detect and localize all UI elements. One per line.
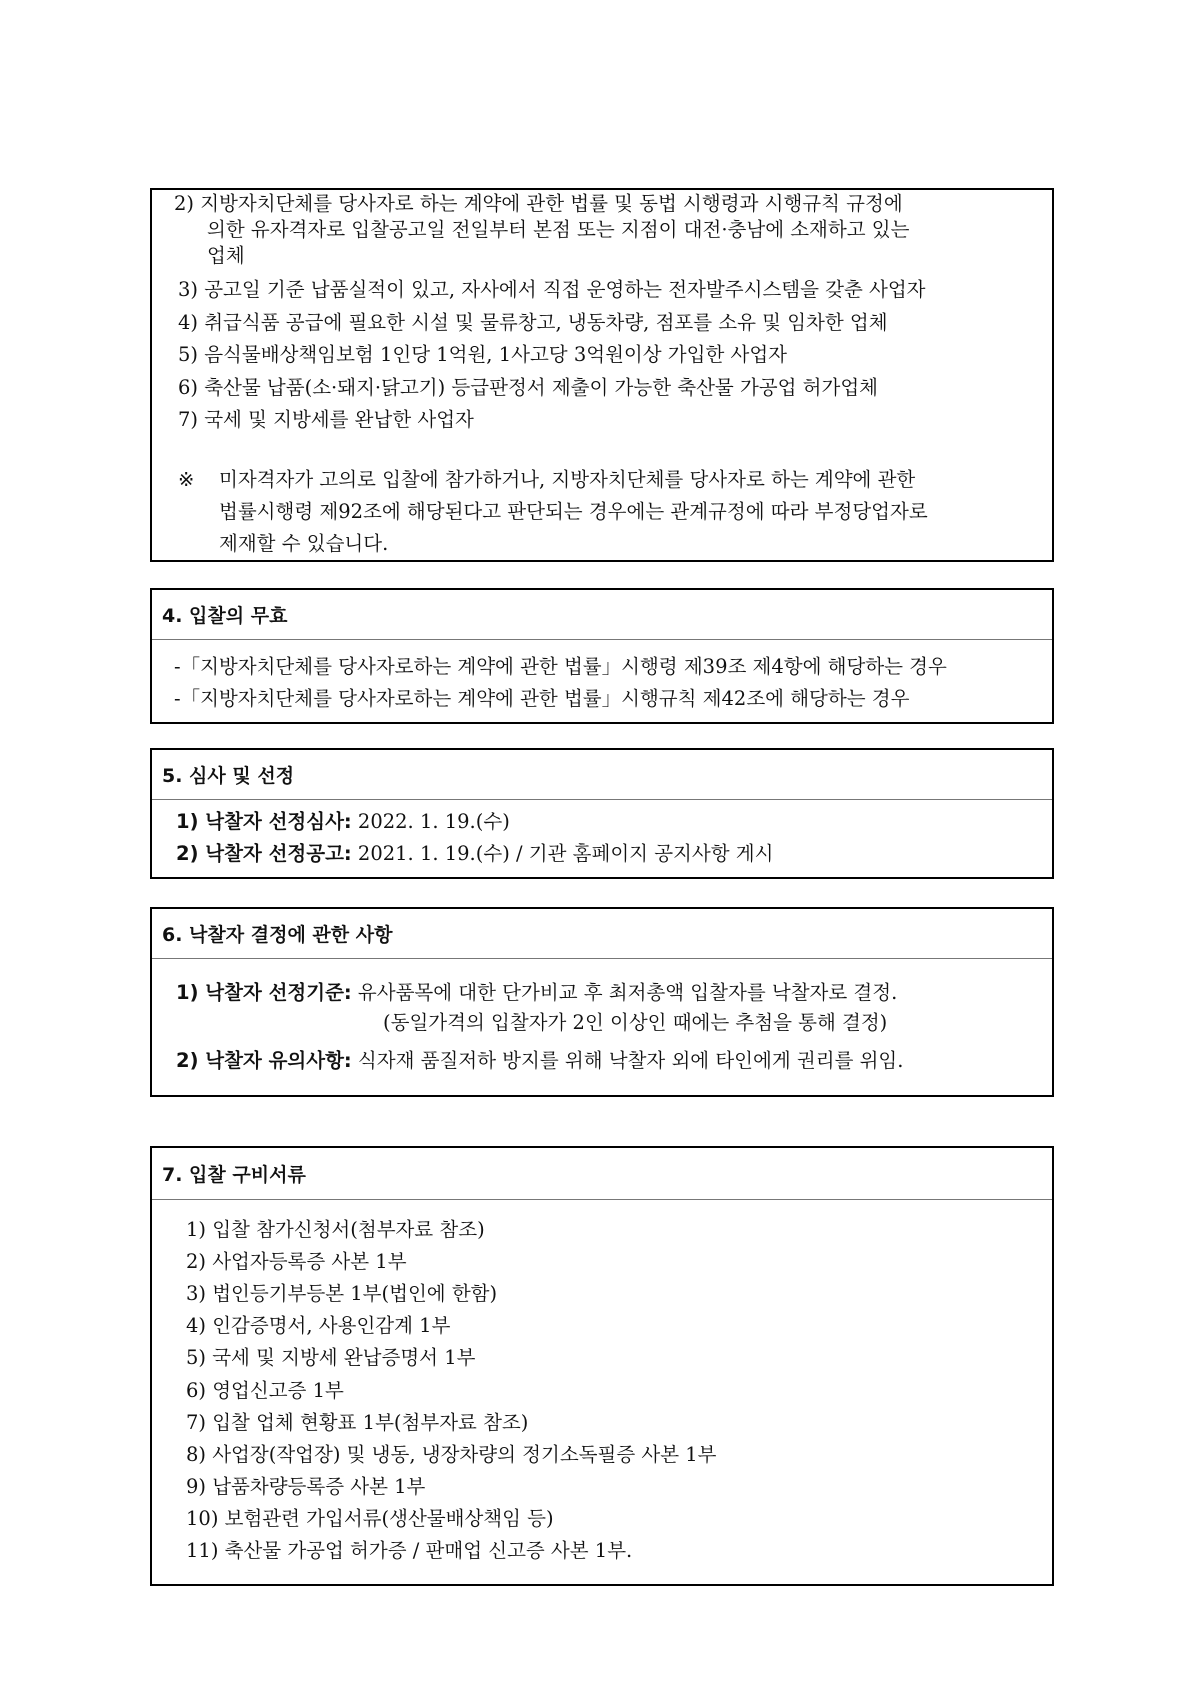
item-value: 2022. 1. 19.(수) — [357, 810, 510, 833]
item-number: 7) — [178, 408, 199, 431]
item-text: 음식물배상책임보험 1인당 1억원, 1사고당 3억원이상 가입한 사업자 — [204, 343, 787, 366]
item-number: 3) — [178, 278, 199, 301]
item-label: 2) 낙찰자 유의사항: — [176, 1049, 352, 1072]
section7-box — [150, 1146, 1054, 1586]
list-item: 1) 입찰 참가신청서(첨부자료 참조) — [186, 1218, 485, 1241]
section6-box — [150, 907, 1054, 1097]
list-item: -「지방자치단체를 당사자로하는 계약에 관한 법률」시행령 제39조 제4항에 해당하는 경우 — [174, 655, 947, 678]
section4-box — [150, 588, 1054, 724]
item-text: 지방자치단체를 당사자로 하는 계약에 관한 법률 및 동법 시행령과 시행규칙 규정에 — [200, 192, 903, 215]
list-item: -「지방자치단체를 당사자로하는 계약에 관한 법률」시행규칙 제42조에 해당하는 경우 — [174, 687, 910, 710]
item-text: 의한 유자격자로 입찰공고일 전일부터 본점 또는 지점이 대전·충남에 소재하고 있는 — [207, 218, 910, 241]
item-text: 공고일 기준 납품실적이 있고, 자사에서 직접 운영하는 전자발주시스템을 갖춘 사업자 — [204, 278, 926, 301]
item-number: 2) — [174, 192, 195, 215]
list-item: 3) 법인등기부등본 1부(법인에 한함) — [186, 1282, 498, 1305]
item-number: 5) — [178, 343, 199, 366]
list-item: 7) 입찰 업체 현황표 1부(첨부자료 참조) — [186, 1411, 529, 1434]
list-item: 8) 사업장(작업장) 및 냉동, 냉장차량의 정기소독필증 사본 1부 — [186, 1443, 717, 1466]
section-title: 4. 입찰의 무효 — [152, 590, 1052, 640]
item-value: 2021. 1. 19.(수) / 기관 홈페이지 공지사항 게시 — [357, 842, 774, 865]
item-text: 국세 및 지방세를 완납한 사업자 — [204, 408, 474, 431]
note-text: 제재할 수 있습니다. — [219, 532, 389, 555]
item-text: 취급식품 공급에 필요한 시설 및 물류창고, 냉동차량, 점포를 소유 및 임차한 업체 — [204, 311, 888, 334]
note-text: 법률시행령 제92조에 해당된다고 판단되는 경우에는 관계규정에 따라 부정당업자로 — [219, 500, 928, 523]
item-value: 유사품목에 대한 단가비교 후 최저총액 입찰자를 낙찰자로 결정. — [357, 981, 898, 1004]
item-number: 4) — [178, 311, 199, 334]
note-text: 미자격자가 고의로 입찰에 참가하거나, 지방자치단체를 당사자로 하는 계약에 관한 — [219, 468, 916, 491]
note-mark: ※ — [178, 468, 195, 491]
list-item: 11) 축산물 가공업 허가증 / 판매업 신고증 사본 1부. — [186, 1539, 633, 1562]
list-item: 10) 보험관련 가입서류(생산물배상책임 등) — [186, 1507, 554, 1530]
section3-continuation-box — [150, 188, 1054, 562]
section5-box — [150, 748, 1054, 879]
list-item: 4) 인감증명서, 사용인감계 1부 — [186, 1314, 451, 1337]
item-number: 6) — [178, 376, 199, 399]
list-item: 6) 영업신고증 1부 — [186, 1379, 344, 1402]
item-text: 축산물 납품(소·돼지·닭고기) 등급판정서 제출이 가능한 축산물 가공업 허가업체 — [204, 376, 879, 399]
list-item: 2) 사업자등록증 사본 1부 — [186, 1250, 407, 1273]
item-text: 업체 — [207, 244, 245, 267]
section-title: 7. 입찰 구비서류 — [152, 1148, 1052, 1200]
list-item: 5) 국세 및 지방세 완납증명서 1부 — [186, 1346, 476, 1369]
item-label: 1) 낙찰자 선정기준: — [176, 981, 352, 1004]
item-label: 1) 낙찰자 선정심사: — [176, 810, 352, 833]
section-title: 5. 심사 및 선정 — [152, 750, 1052, 800]
item-value: 식자재 품질저하 방지를 위해 낙찰자 외에 타인에게 권리를 위임. — [357, 1049, 904, 1072]
item-value-cont: (동일가격의 입찰자가 2인 이상인 때에는 추첨을 통해 결정) — [383, 1011, 888, 1034]
list-item: 9) 납품차량등록증 사본 1부 — [186, 1475, 426, 1498]
section-title: 6. 낙찰자 결정에 관한 사항 — [152, 909, 1052, 959]
item-label: 2) 낙찰자 선정공고: — [176, 842, 352, 865]
